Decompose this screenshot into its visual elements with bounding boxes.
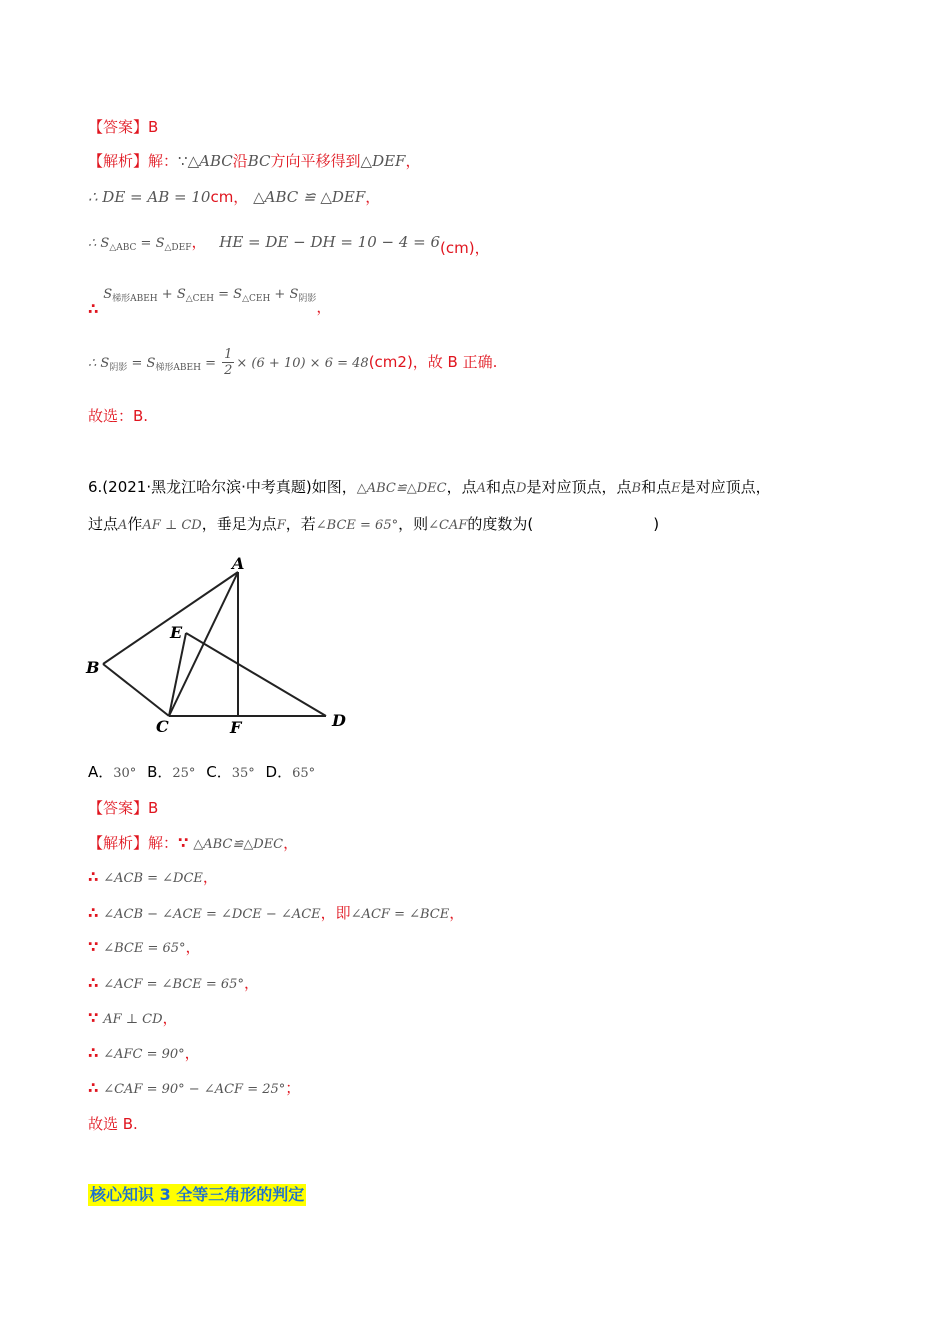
because-symbol: ∵ bbox=[178, 152, 188, 170]
label-b: B bbox=[86, 658, 100, 677]
step-end: ， bbox=[283, 834, 299, 852]
step-math: ∠BCE = 65° bbox=[103, 941, 186, 956]
q5-analysis-line2 bbox=[88, 187, 380, 207]
text: ，若 bbox=[285, 515, 316, 533]
analysis-label: 【解析】 bbox=[88, 152, 149, 170]
text: 的度数为( bbox=[467, 515, 534, 533]
math-congruent: △ABC≌△DEC bbox=[356, 481, 447, 496]
step-end: ， bbox=[449, 904, 465, 922]
segment-ba bbox=[103, 572, 238, 664]
point-a: A bbox=[118, 518, 128, 533]
step-math: ∠ACB = ∠DCE bbox=[103, 871, 203, 886]
math-perpendicular: AF ⊥ CD bbox=[142, 518, 202, 533]
text-translate: 方向平移得到 bbox=[270, 152, 361, 170]
math-area-sum: $S_{梯形ABEH} + S_{\triangle CEH} = S_{\triangle CEH} + S_{阴影}$ bbox=[103, 287, 317, 304]
point-a: A bbox=[476, 481, 487, 496]
analysis-label: 【解析】 bbox=[88, 834, 149, 852]
q6-options bbox=[88, 762, 315, 784]
option-c[interactable]: C．35° bbox=[206, 763, 255, 781]
option-a[interactable]: A．30° bbox=[88, 763, 137, 781]
step-end: ， bbox=[243, 974, 259, 992]
text: 作 bbox=[127, 515, 143, 533]
step-symbol: ∴ bbox=[88, 974, 99, 992]
text-end: ， bbox=[316, 298, 332, 316]
label-d: D bbox=[332, 711, 346, 730]
step-math: AF ⊥ CD bbox=[103, 1012, 163, 1027]
q6-step-8 bbox=[88, 1078, 300, 1100]
segment-ce bbox=[169, 633, 186, 716]
option-b[interactable]: B．25° bbox=[147, 763, 196, 781]
section-heading: 核心知识 3 全等三角形的判定 bbox=[90, 1185, 305, 1204]
unit-cm2: (cm2)，故 B 正确. bbox=[368, 353, 498, 371]
q6-step-5 bbox=[88, 973, 259, 995]
geometry-figure bbox=[80, 550, 360, 740]
q6-step-4 bbox=[88, 937, 201, 959]
math-bc: BC bbox=[247, 152, 271, 170]
label-a: A bbox=[232, 554, 245, 573]
step-math: ∠ACF = ∠BCE = 65° bbox=[103, 977, 244, 992]
q5-analysis-line3 bbox=[88, 232, 490, 258]
point-d: D bbox=[516, 481, 527, 496]
q5-analysis-line4 bbox=[88, 287, 332, 318]
text: ，则 bbox=[398, 515, 429, 533]
q6-step-6 bbox=[88, 1008, 178, 1030]
step-mid: ，即 bbox=[320, 904, 351, 922]
math-shadow-area: ∴ $S_{阴影} = S_{梯形ABEH}$ = bbox=[88, 356, 221, 373]
text-end: ， bbox=[365, 188, 381, 206]
point-b: B bbox=[631, 481, 642, 496]
text: ，点 bbox=[446, 478, 477, 496]
label-f: F bbox=[230, 718, 242, 737]
option-d[interactable]: D．65° bbox=[265, 763, 316, 781]
step-end: ， bbox=[162, 1009, 178, 1027]
step-math: ∠ACB − ∠ACE = ∠DCE − ∠ACE bbox=[103, 907, 321, 922]
q6-conclusion: 故选 B. bbox=[88, 1115, 138, 1133]
q5-conclusion: 故选：B. bbox=[88, 407, 149, 425]
step-symbol: ∴ bbox=[88, 904, 99, 922]
q6-source: 6.(2021·黑龙江哈尔滨·中考真题)如图， bbox=[88, 478, 357, 496]
math-s-abc: ∴ $S_{\triangle ABC} = S_{\triangle DEF}$ bbox=[88, 236, 192, 253]
text-along: 沿 bbox=[232, 152, 248, 170]
step-end: ， bbox=[184, 1044, 200, 1062]
step-math: ∠CAF = 90° − ∠ACF = 25° bbox=[103, 1082, 286, 1097]
jie-text: 解： bbox=[148, 152, 179, 170]
text-comma: ， bbox=[191, 233, 207, 251]
segment-ed bbox=[186, 633, 326, 716]
step-math-2: ∠ACF = ∠BCE bbox=[350, 907, 450, 922]
q6-answer: 【答案】B bbox=[88, 799, 159, 817]
text-end: ， bbox=[405, 152, 421, 170]
math-angle-caf: ∠CAF bbox=[428, 518, 468, 533]
math-abc: △ABC bbox=[187, 152, 233, 170]
point-e: E bbox=[671, 481, 681, 496]
jie-text: 解： bbox=[148, 834, 179, 852]
segment-bc bbox=[103, 664, 169, 716]
unit-cm: cm， bbox=[210, 188, 249, 206]
step-end: ， bbox=[185, 938, 201, 956]
math-he: HE = DE − DH = 10 − 4 = 6 bbox=[219, 233, 441, 251]
text: 是对应顶点，点 bbox=[526, 478, 632, 496]
step-symbol: ∴ bbox=[88, 1044, 99, 1062]
text: 和点 bbox=[641, 478, 672, 496]
text: 是对应顶点， bbox=[680, 478, 771, 496]
therefore-symbol: ∴ bbox=[88, 300, 99, 318]
text: ，垂足为点 bbox=[201, 515, 277, 533]
unit-cm: (cm)， bbox=[440, 239, 490, 257]
q6-step-3 bbox=[88, 903, 464, 925]
q5-analysis-line5 bbox=[88, 347, 497, 378]
math-area-calc: × (6 + 10) × 6 = 48 bbox=[236, 356, 369, 371]
math-angle-bce: ∠BCE = 65° bbox=[315, 518, 399, 533]
q6-analysis-line1 bbox=[88, 833, 298, 855]
label-c: C bbox=[156, 717, 169, 736]
step-math: ∠AFC = 90° bbox=[103, 1047, 185, 1062]
text: 和点 bbox=[486, 478, 517, 496]
step-symbol: ∵ bbox=[178, 834, 189, 852]
step-symbol: ∵ bbox=[88, 938, 99, 956]
text: 过点 bbox=[88, 515, 119, 533]
math-de-ab: ∴ DE = AB = 10 bbox=[88, 188, 211, 206]
step-end: ， bbox=[202, 868, 218, 886]
step-end: ； bbox=[285, 1079, 301, 1097]
step-math: △ABC≌△DEC bbox=[193, 837, 284, 852]
step-symbol: ∵ bbox=[88, 1009, 99, 1027]
q5-analysis-line1 bbox=[88, 151, 420, 171]
q6-stem-line2 bbox=[88, 514, 659, 536]
step-symbol: ∴ bbox=[88, 868, 99, 886]
math-congruent: △ABC ≌ △DEF bbox=[253, 188, 366, 206]
fraction-half: $\frac{1}{2}$ bbox=[224, 347, 233, 378]
text: ) bbox=[653, 515, 660, 533]
q6-step-7 bbox=[88, 1043, 200, 1065]
q6-step-2 bbox=[88, 867, 218, 889]
point-f: F bbox=[276, 518, 286, 533]
math-def: △DEF bbox=[360, 152, 406, 170]
step-symbol: ∴ bbox=[88, 1079, 99, 1097]
q6-stem-line1 bbox=[88, 477, 771, 499]
q5-answer: 【答案】B bbox=[88, 118, 159, 136]
label-e: E bbox=[170, 623, 183, 642]
